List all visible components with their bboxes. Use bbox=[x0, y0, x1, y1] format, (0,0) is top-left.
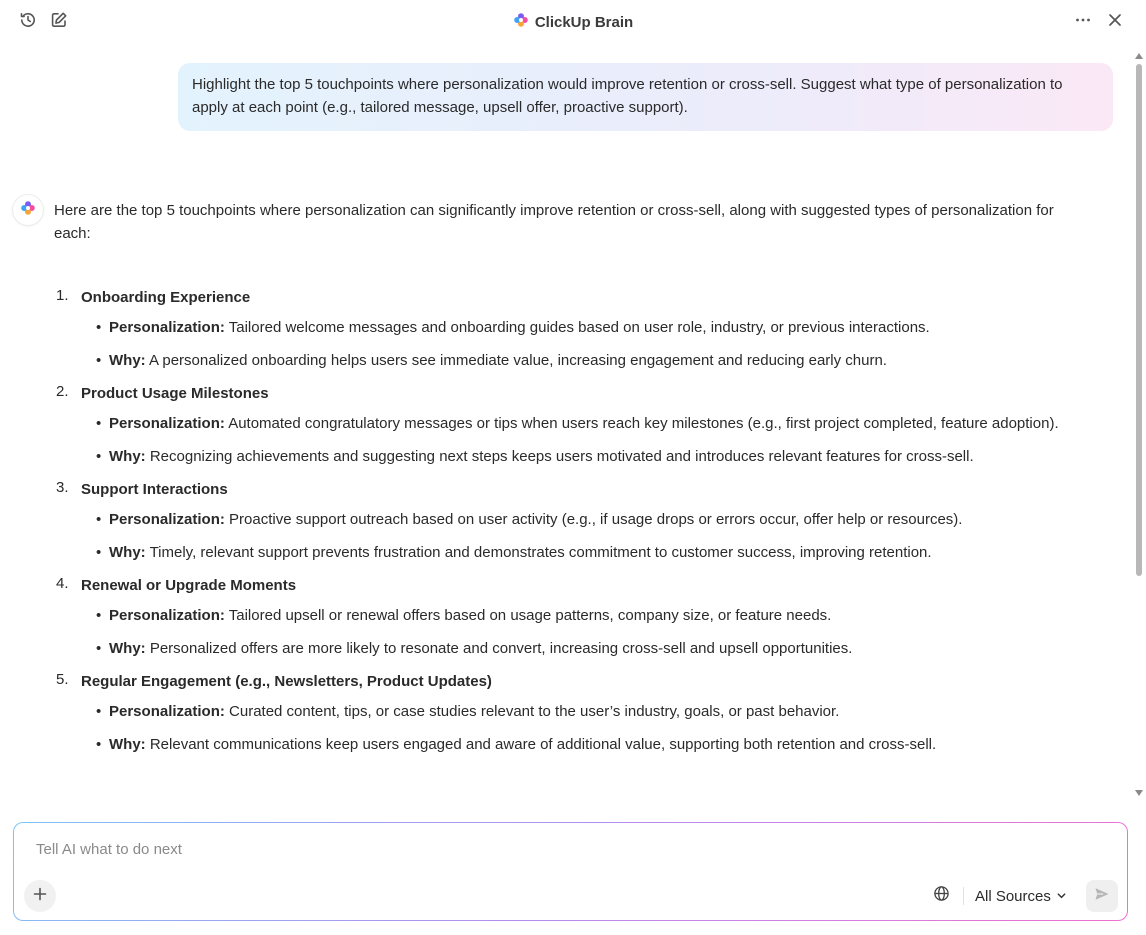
list-item bbox=[54, 479, 1104, 564]
subitem-label: Personalization: bbox=[109, 703, 225, 720]
prompt-input[interactable] bbox=[34, 840, 1098, 859]
subitem-label: Why: bbox=[109, 352, 146, 369]
header-title-group bbox=[0, 12, 1146, 32]
subitem-text: Automated congratulatory messages or tips when users reach key milestones (e.g., first project completed, feature adoption). bbox=[224, 415, 1059, 432]
web-search-button[interactable] bbox=[930, 885, 952, 907]
subitem-label: Why: bbox=[109, 736, 146, 753]
add-attachment-button[interactable] bbox=[24, 880, 56, 912]
list-item-title: Regular Engagement (e.g., Newsletters, Product Updates) bbox=[81, 673, 492, 690]
composer-inner bbox=[14, 823, 1127, 920]
bullet: • bbox=[96, 703, 102, 720]
sources-dropdown[interactable] bbox=[975, 885, 1067, 907]
scroll-down-icon[interactable] bbox=[1135, 789, 1143, 797]
bullet: • bbox=[96, 415, 102, 432]
list-subitem bbox=[96, 508, 1104, 531]
subitem-label: Why: bbox=[109, 544, 146, 561]
scroll-up-icon[interactable] bbox=[1135, 52, 1143, 60]
list-item-number: 5. bbox=[56, 671, 69, 688]
list-item-title: Support Interactions bbox=[81, 481, 228, 498]
subitem-text: Personalized offers are more likely to resonate and convert, increasing cross-sell and upsell opportunities. bbox=[145, 640, 853, 657]
bullet: • bbox=[96, 544, 102, 561]
list-item bbox=[54, 671, 1104, 756]
vertical-scrollbar[interactable] bbox=[1135, 52, 1143, 797]
subitem-text: Recognizing achievements and suggesting next steps keeps users motivated and introduces relevant features for cross-sell. bbox=[145, 448, 974, 465]
list-subitem bbox=[96, 604, 1104, 627]
close-button[interactable] bbox=[1103, 10, 1127, 34]
user-message-text: Highlight the top 5 touchpoints where personalization would improve retention or cross-sell. Suggest what type of personalization to apply at each point (e.g., tailored message, upsell offer, proactive support). bbox=[192, 76, 1063, 116]
more-options-button[interactable] bbox=[1071, 10, 1095, 34]
composer-divider bbox=[963, 887, 964, 905]
list-subitem bbox=[96, 349, 1104, 372]
conversation-scroll-area[interactable] bbox=[0, 44, 1146, 806]
send-icon bbox=[1094, 886, 1110, 907]
subitem-text: Curated content, tips, or case studies relevant to the user’s industry, goals, or past behavior. bbox=[224, 703, 840, 720]
list-subitem bbox=[96, 733, 1104, 756]
list-subitem bbox=[96, 541, 1104, 564]
sources-label: All Sources bbox=[975, 887, 1051, 905]
list-item bbox=[54, 287, 1104, 372]
bullet: • bbox=[96, 640, 102, 657]
ai-response-intro: Here are the top 5 touchpoints where personalization can significantly improve retention or cross-sell, along with suggested types of personalization for each: bbox=[54, 202, 1054, 242]
list-subitem bbox=[96, 700, 1104, 723]
subitem-text: Relevant communications keep users engaged and aware of additional value, supporting both retention and cross-sell. bbox=[145, 736, 937, 753]
subitem-label: Personalization: bbox=[109, 511, 225, 528]
bullet: • bbox=[96, 736, 102, 753]
list-item-title: Product Usage Milestones bbox=[81, 385, 269, 402]
list-item-number: 1. bbox=[56, 287, 69, 304]
header bbox=[0, 0, 1146, 44]
list-item-number: 2. bbox=[56, 383, 69, 400]
close-icon bbox=[1107, 12, 1123, 33]
subitem-text: A personalized onboarding helps users see immediate value, increasing engagement and reducing early churn. bbox=[145, 352, 887, 369]
bullet: • bbox=[96, 319, 102, 336]
list-item-title: Onboarding Experience bbox=[81, 289, 251, 306]
bullet: • bbox=[96, 352, 102, 369]
subitem-text: Timely, relevant support prevents frustration and demonstrates commitment to customer success, improving retention. bbox=[145, 544, 932, 561]
chevron-down-icon bbox=[1056, 888, 1067, 905]
ai-response-list bbox=[54, 287, 1104, 756]
page-title: ClickUp Brain bbox=[534, 13, 634, 31]
bullet: • bbox=[96, 448, 102, 465]
list-item-number: 3. bbox=[56, 479, 69, 496]
subitem-text: Tailored upsell or renewal offers based on usage patterns, company size, or feature needs. bbox=[224, 607, 832, 624]
subitem-label: Personalization: bbox=[109, 415, 225, 432]
more-icon bbox=[1074, 11, 1092, 34]
subitem-label: Why: bbox=[109, 448, 146, 465]
globe-icon bbox=[933, 885, 950, 907]
brain-avatar-icon bbox=[20, 200, 36, 221]
list-item bbox=[54, 575, 1104, 660]
list-subitem bbox=[96, 316, 1104, 339]
list-item-title: Renewal or Upgrade Moments bbox=[81, 577, 297, 594]
ai-avatar bbox=[13, 195, 43, 225]
send-button[interactable] bbox=[1086, 880, 1118, 912]
user-message-bubble bbox=[178, 63, 1113, 131]
list-item bbox=[54, 383, 1104, 468]
subitem-label: Why: bbox=[109, 640, 146, 657]
subitem-label: Personalization: bbox=[109, 607, 225, 624]
list-item-number: 4. bbox=[56, 575, 69, 592]
list-subitem bbox=[96, 445, 1104, 468]
bullet: • bbox=[96, 607, 102, 624]
list-subitem bbox=[96, 637, 1104, 660]
composer bbox=[13, 822, 1128, 921]
list-subitem bbox=[96, 412, 1104, 435]
plus-icon bbox=[33, 887, 47, 906]
scrollbar-thumb[interactable] bbox=[1136, 64, 1142, 576]
subitem-label: Personalization: bbox=[109, 319, 225, 336]
subitem-text: Proactive support outreach based on user activity (e.g., if usage drops or errors occur, offer help or resources). bbox=[224, 511, 963, 528]
brain-logo-icon bbox=[513, 12, 529, 32]
bullet: • bbox=[96, 511, 102, 528]
subitem-text: Tailored welcome messages and onboarding guides based on user role, industry, or previous interactions. bbox=[224, 319, 930, 336]
